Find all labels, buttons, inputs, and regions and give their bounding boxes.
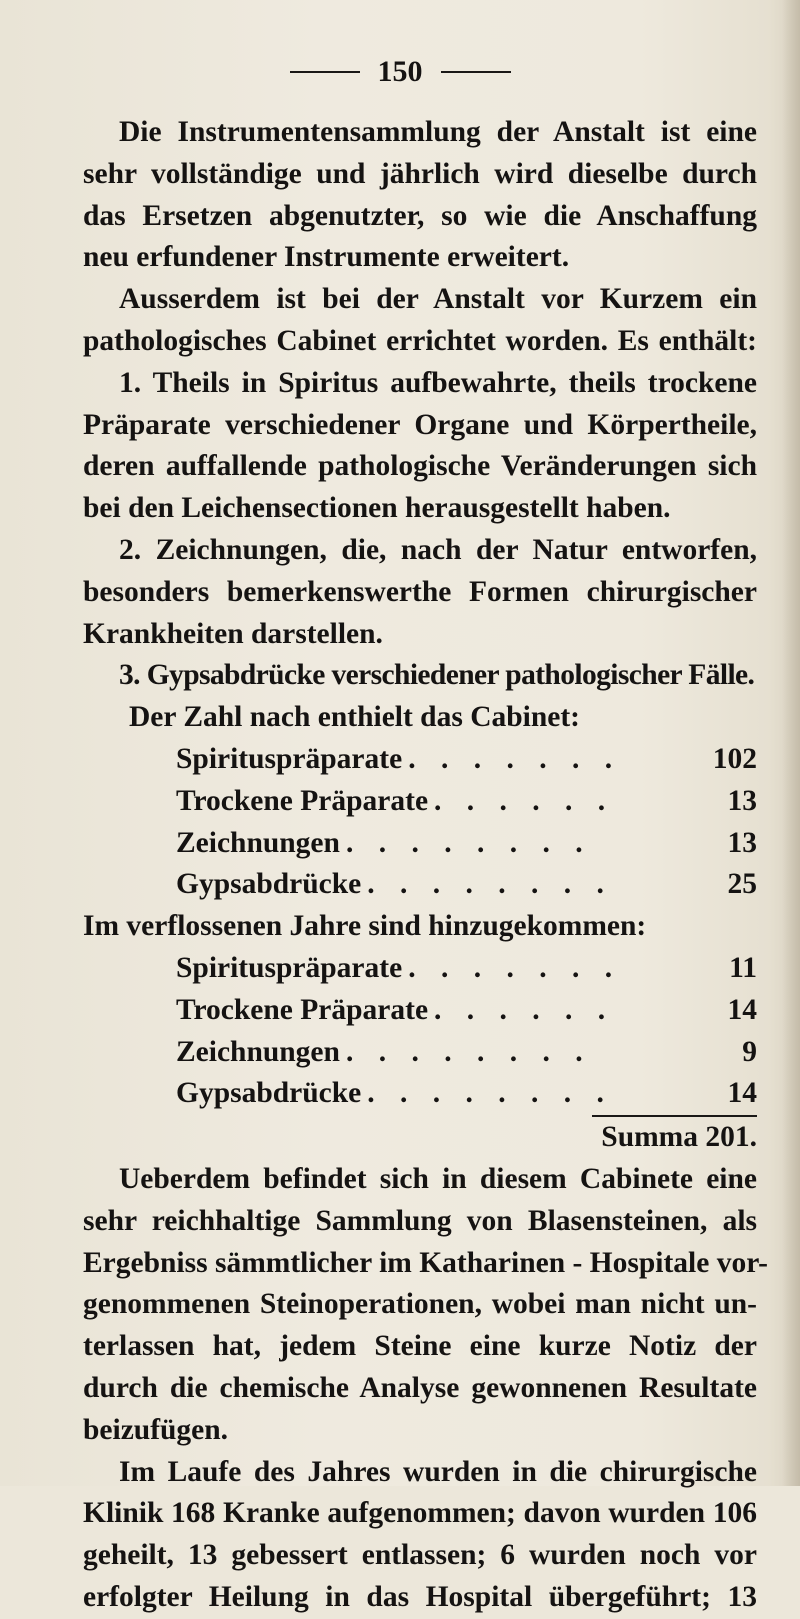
header-rule-right <box>441 71 511 73</box>
table-row <box>83 1032 757 1074</box>
text-line: genommenen Steinoperationen, wobei man nicht un- <box>83 1288 757 1321</box>
text-line: durch die chemische Analyse gewonnenen Resultate <box>83 1371 757 1404</box>
text-line: Krankheiten darstellen. <box>83 617 383 650</box>
added-heading: Im verflossenen Jahre sind hinzugekommen: <box>83 910 647 943</box>
list-item-1 <box>83 363 757 530</box>
page-number: 150 <box>377 55 423 88</box>
text-line: beizufügen. <box>83 1413 229 1446</box>
row-value: 9 <box>742 1035 757 1068</box>
header-rule-left <box>290 71 360 73</box>
paragraph-clinic-statistics <box>83 1452 757 1619</box>
row-leader-dots: . . . . . . <box>434 993 615 1026</box>
text-line: Ergebniss sämmtlicher im Katharinen - Hospitale vor- <box>83 1246 769 1279</box>
paragraph-instrument-collection <box>83 112 757 279</box>
text-line: besonders bemerkenswerthe Formen chirurgischer <box>83 575 757 608</box>
text-line: neu erfundener Instrumente erweitert. <box>83 241 570 274</box>
text-line: Ueberdem befindet sich in diesem Cabinete eine <box>119 1162 757 1195</box>
row-leader-dots: . . . . . . <box>434 784 615 817</box>
row-value: 13 <box>727 826 757 859</box>
row-label: Zeichnungen <box>176 1035 340 1068</box>
table-row <box>83 864 757 906</box>
text-line: 1. Theils in Spiritus aufbewahrte, theils trockene <box>119 366 757 399</box>
row-label: Spirituspräparate <box>176 951 403 984</box>
text-line: pathologisches Cabinet errichtet worden. Es enthält: <box>83 324 757 357</box>
row-label: Gypsabdrücke <box>176 1077 362 1110</box>
table-row <box>83 948 757 990</box>
row-label: Trockene Präparate <box>176 784 429 817</box>
summa-total: Summa 201. <box>592 1115 757 1159</box>
table-row <box>83 1073 757 1115</box>
row-label: Trockene Präparate <box>176 993 429 1026</box>
row-leader-dots: . . . . . . . <box>408 951 622 984</box>
text-line: 2. Zeichnungen, die, nach der Natur entworfen, <box>119 533 757 566</box>
table-row <box>83 990 757 1032</box>
row-value: 102 <box>712 742 757 775</box>
text-line: erfolgter Heilung in das Hospital übergeführt; 13 <box>83 1580 757 1613</box>
text-line: geheilt, 13 gebessert entlassen; 6 wurden noch vor <box>83 1539 757 1572</box>
text-line: Klinik 168 Kranke aufgenommen; davon wurden 106 <box>83 1497 757 1530</box>
row-value: 13 <box>727 784 757 817</box>
text-line: Präparate verschiedener Organe und Körpertheile, <box>83 408 757 441</box>
paragraph-bladder-stones <box>83 1159 769 1452</box>
row-leader-dots: . . . . . . . . <box>345 826 592 859</box>
row-leader-dots: . . . . . . . . <box>345 1035 592 1068</box>
text-line: Ausserdem ist bei der Anstalt vor Kurzem ein <box>119 283 757 316</box>
text-line: sehr vollständige und jährlich wird dieselbe durch <box>83 157 757 190</box>
text-line: terlassen hat, jedem Steine eine kurze Notiz der <box>83 1330 757 1363</box>
body-text <box>83 112 769 1619</box>
row-label: Zeichnungen <box>176 826 340 859</box>
sum-row <box>83 1115 757 1159</box>
text-line: Die Instrumentensammlung der Anstalt ist eine <box>119 116 757 148</box>
row-leader-dots: . . . . . . . . <box>367 1077 613 1110</box>
row-label: Spirituspräparate <box>176 742 403 775</box>
text-line: bei den Leichensectionen herausgestellt haben. <box>83 492 671 525</box>
text-line: deren auffallende pathologische Veränderungen sich <box>83 450 757 483</box>
paragraph-pathological-cabinet <box>83 279 757 363</box>
table-row <box>83 823 757 865</box>
page-header <box>0 52 800 92</box>
text-line: Im Laufe des Jahres wurden in die chirurgische <box>119 1455 757 1488</box>
row-leader-dots: . . . . . . . . <box>367 868 613 901</box>
row-value: 14 <box>727 993 757 1026</box>
table-row <box>83 781 757 823</box>
list-item-2 <box>83 530 757 655</box>
added-table <box>83 948 757 1159</box>
row-value: 11 <box>729 951 757 984</box>
row-label: Gypsabdrücke <box>176 868 362 901</box>
text-line: sehr reichhaltige Sammlung von Blasensteinen, als <box>83 1204 757 1237</box>
text-line: das Ersetzen abgenutzter, so wie die Anschaffung <box>83 199 757 232</box>
page-edge-shadow <box>782 0 800 1486</box>
text-line: 3. Gypsabdrücke verschiedener pathologischer Fälle. <box>119 659 755 692</box>
count-heading: Der Zahl nach enthielt das Cabinet: <box>129 701 580 734</box>
row-leader-dots: . . . . . . . <box>408 742 622 775</box>
count-table <box>83 739 757 906</box>
list-item-3 <box>83 655 757 697</box>
row-value: 14 <box>727 1077 757 1110</box>
table-row <box>83 739 757 781</box>
row-value: 25 <box>727 868 757 901</box>
